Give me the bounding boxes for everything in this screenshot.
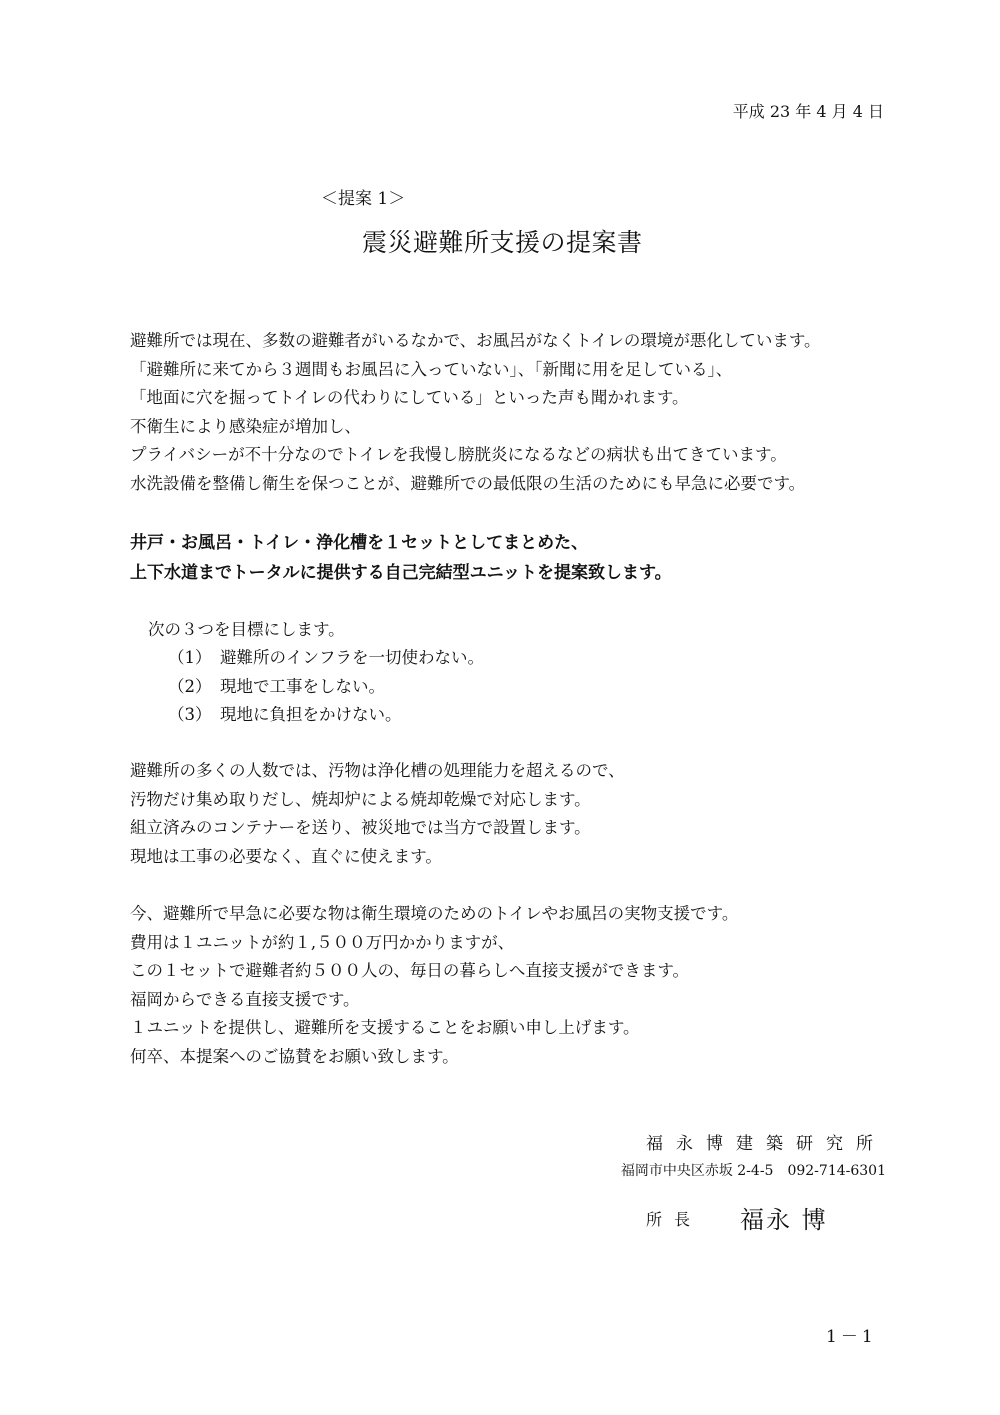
closing-line: 今、避難所で早急に必要な物は衛生環境のためのトイレやお風呂の実物支援です。 xyxy=(130,904,739,923)
closing-paragraph xyxy=(130,900,738,1072)
proposal-statement xyxy=(130,528,672,588)
method-paragraph xyxy=(130,757,625,871)
intro-line: 避難所では現在、多数の避難者がいるなかで、お風呂がなくトイレの環境が悪化しています。 xyxy=(130,331,821,350)
goals-list xyxy=(168,644,484,730)
director-name: 福永 博 xyxy=(740,1206,828,1234)
intro-paragraph xyxy=(130,327,821,499)
closing-line: この１セットで避難者約５００人の、毎日の暮らしへ直接支援ができます。 xyxy=(130,961,690,981)
page-number: 1－1 xyxy=(826,1327,877,1347)
closing-line: 何卒、本提案へのご協賛をお願い致します。 xyxy=(130,1046,459,1066)
intro-line: 「地面に穴を掘ってトイレの代わりにしている」といった声も聞かれます。 xyxy=(130,388,689,408)
closing-line: 費用は１ユニットが約１,５００万円かかりますが、 xyxy=(130,932,515,952)
goal-item xyxy=(168,644,484,673)
goal-text: 現地に負担をかけない。 xyxy=(220,705,402,725)
closing-line: 福岡からできる直接支援です。 xyxy=(130,989,360,1009)
goal-number: （3） xyxy=(168,705,212,725)
method-line: 現地は工事の必要なく、直ぐに使えます。 xyxy=(130,846,442,866)
intro-line: プライバシーが不十分なのでトイレを我慢し膀胱炎になるなどの病状も出てきています。 xyxy=(130,445,787,465)
goal-number: （1） xyxy=(168,648,212,667)
goal-text: 避難所のインフラを一切使わない。 xyxy=(220,648,484,667)
goals-intro: 次の３つを目標にします。 xyxy=(148,620,345,639)
proposal-line: 井戸・お風呂・トイレ・浄化槽を１セットとしてまとめた、 xyxy=(130,533,589,553)
method-line: 避難所の多くの人数では、汚物は浄化槽の処理能力を超えるので、 xyxy=(130,761,625,780)
organization-address: 福岡市中央区赤坂 2-4-5 092-714-6301 xyxy=(620,1163,886,1179)
organization-name: 福永博建築研究所 xyxy=(646,1134,886,1154)
director-title: 所長 xyxy=(646,1210,703,1229)
document-date: 平成 23 年 4 月 4 日 xyxy=(732,102,884,121)
intro-line: 水洗設備を整備し衛生を保つことが、避難所での最低限の生活のためにも早急に必要です。 xyxy=(130,473,806,493)
closing-line: １ユニットを提供し、避難所を支援することをお願い申し上げます。 xyxy=(130,1018,640,1038)
intro-line: 「避難所に来てから３週間もお風呂に入っていない」、「新聞に用を足している」、 xyxy=(130,359,733,379)
method-line: 汚物だけ集め取りだし、焼却炉による焼却乾燥で対応します。 xyxy=(130,789,591,809)
proposal-line: 上下水道までトータルに提供する自己完結型ユニットを提案致します。 xyxy=(130,563,672,583)
page-title: 震災避難所支援の提案書 xyxy=(362,228,643,257)
goal-item xyxy=(168,673,484,702)
goal-item xyxy=(168,701,484,730)
goal-text: 現地で工事をしない。 xyxy=(220,676,385,696)
intro-line: 不衛生により感染症が増加し、 xyxy=(130,416,361,436)
method-line: 組立済みのコンテナーを送り、被災地では当方で設置します。 xyxy=(130,818,591,838)
goal-number: （2） xyxy=(168,676,212,696)
proposal-number: ＜提案 1＞ xyxy=(321,189,406,209)
